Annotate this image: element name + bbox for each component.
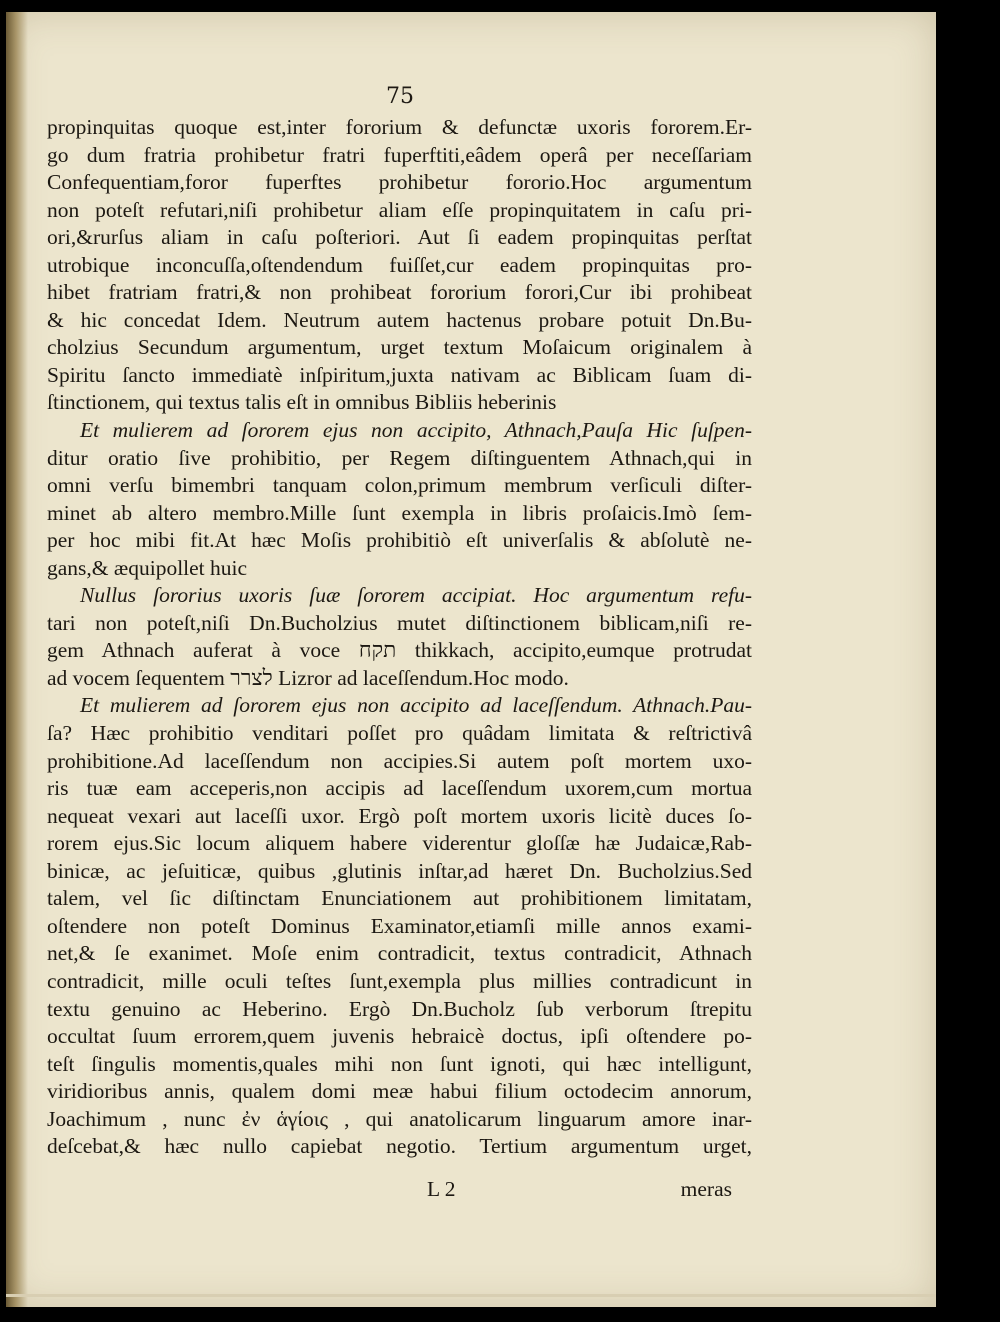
text-line: contradicit, mille oculi teſtes ſunt,exempla plus millies contradicunt in xyxy=(47,968,752,993)
text-line: textu genuino ac Heberino. Ergò Dn.Bucholz ſub verborum ſtrepitu xyxy=(47,996,752,1021)
page-footer xyxy=(47,1177,752,1205)
text-line: talem, vel ſic diſtinctam Enunciationem aut prohibitionem limitatam, xyxy=(47,886,752,911)
text-line: prohibitione.Ad laceſſendum non accipies.Si autem poſt mortem uxo- xyxy=(47,748,752,773)
text-line: gans,& æquipollet huic xyxy=(47,555,248,580)
text-line: ori,&rurſus aliam in caſu poſteriori. Aut ſi eadem propinquitas perſtat xyxy=(47,225,752,250)
text-line: minet ab altero membro.Mille ſunt exempla in libris proſaicis.Imò ſem- xyxy=(47,500,752,525)
page-bottom-edge xyxy=(6,1294,936,1297)
text-line: oſtendere non poteſt Dominus Examinator,etiamſi mille annos exami- xyxy=(47,913,752,938)
text-line: teſt ſingulis momentis,quales mihi non ſunt ignoti, qui hæc intelligunt, xyxy=(47,1051,752,1076)
text-line: propinquitas quoque est,inter fororium & defunctæ uxoris fororem.Er- xyxy=(47,115,752,139)
text-line: non poteſt refutari,niſi prohibetur aliam eſſe propinquitatem in caſu pri- xyxy=(47,197,752,222)
page-number: 75 xyxy=(386,84,414,109)
text-line: nequeat vexari aut laceſſi uxor. Ergò poſt mortem uxoris licitè duces ſo- xyxy=(47,803,752,828)
text-line: ad vocem ſequentem לצרר Lizror ad laceſſendum.Hoc modo. xyxy=(47,665,569,690)
text-line: Et mulierem ad ſororem ejus non accipito, Athnach,Pauſa Hic ſuſpen- xyxy=(80,418,752,443)
body-text xyxy=(47,114,752,1161)
text-line: per hoc mibi fit.At hæc Moſis prohibitiò eſt univerſalis & abſolutè ne- xyxy=(47,528,752,553)
text-line: ſtinctionem, qui textus talis eſt in omnibus Bibliis heberinis xyxy=(47,390,557,415)
text-line: cholzius Secundum argumentum, urget textum Moſaicum originalem à xyxy=(47,335,752,360)
text-line: & hic concedat Idem. Neutrum autem hactenus probare potuit Dn.Bu- xyxy=(47,307,752,332)
text-line: Joachimum , nunc ἐν ἁγίοις , qui anatolicarum linguarum amore inar- xyxy=(47,1106,752,1131)
text-line: omni verſu bimembri tanquam colon,primum membrum verſiculi diſter- xyxy=(47,473,752,498)
catchword: meras xyxy=(680,1177,732,1201)
text-line: rorem ejus.Sic locum aliquem habere viderentur gloſſæ hæ Judaicæ,Rab- xyxy=(47,831,752,856)
text-line: viridioribus annis, qualem domi meæ habui filium octodecim annorum, xyxy=(47,1079,752,1104)
text-line: Spiritu ſancto immediatè inſpiritum,juxta nativam ac Biblicam ſuam di- xyxy=(47,362,752,387)
text-line: binicæ, ac jeſuiticæ, quibus ,glutinis inſtar,ad hæret Dn. Bucholzius.Sed xyxy=(47,858,752,883)
text-line: ſa? Hæc prohibitio venditari poſſet pro quâdam limitata & reſtrictivâ xyxy=(47,721,752,746)
text-line: hibet fratriam fratri,& non prohibeat fororium forori,Cur ibi prohibeat xyxy=(47,280,752,305)
text-line: net,& ſe exanimet. Moſe enim contradicit, textus contradicit, Athnach xyxy=(47,941,752,966)
page-gutter xyxy=(6,12,28,1307)
text-line: ris tuæ eam acceperis,non accipis ad laceſſendum uxorem,cum mortua xyxy=(47,776,752,801)
text-line: Et mulierem ad ſororem ejus non accipito ad laceſſendum. Athnach.Pau- xyxy=(80,693,752,718)
text-line: go dum fratria prohibetur fratri fuperftiti,eâdem operâ per neceſſariam xyxy=(47,142,752,167)
text-line: Confequentiam,foror fuperftes prohibetur fororio.Hoc argumentum xyxy=(47,170,752,195)
text-line: occultat ſuum errorem,quem juvenis hebraicè doctus, ipſi oſtendere po- xyxy=(47,1024,752,1049)
text-line: deſcebat,& hæc nullo capiebat negotio. Tertium argumentum urget, xyxy=(47,1134,752,1159)
text-line: tari non poteſt,niſi Dn.Bucholzius mutet diſtinctionem biblicam,niſi re- xyxy=(47,610,752,635)
signature-mark: L 2 xyxy=(427,1177,456,1201)
text-line: Nullus ſororius uxoris ſuæ ſororem accipiat. Hoc argumentum refu- xyxy=(80,583,752,608)
text-line: gem Athnach auferat à voce תקח thikkach, accipito,eumque protrudat xyxy=(47,638,752,663)
text-line: utrobique inconcuſſa,oſtendendum fuiſſet,cur eadem propinquitas pro- xyxy=(47,252,752,277)
text-line: ditur oratio ſive prohibitio, per Regem diſtinguentem Athnach,qui in xyxy=(47,445,752,470)
